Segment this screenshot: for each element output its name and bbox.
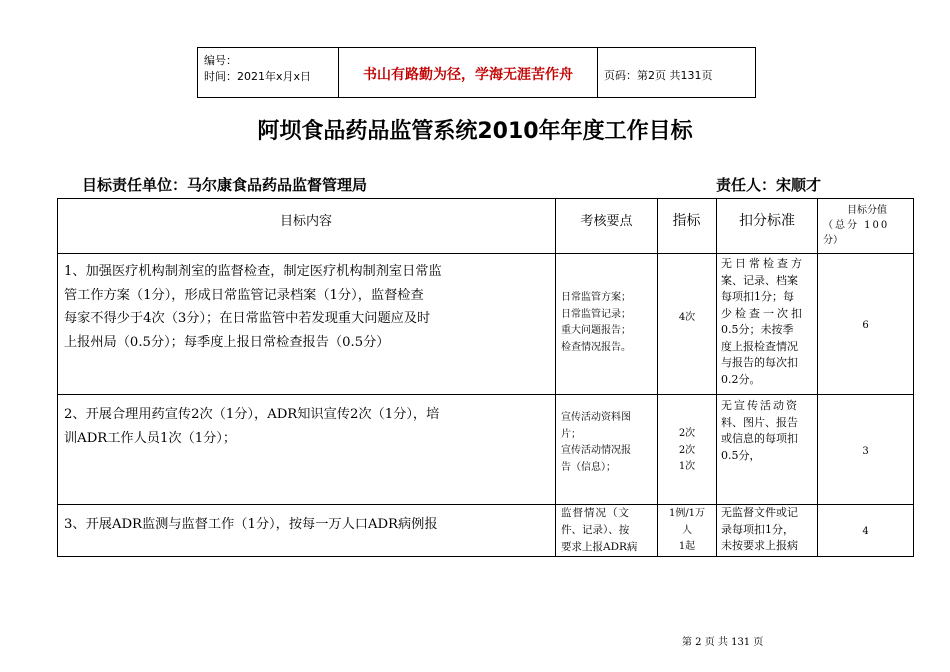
col-header-deduction: 扣分标准 [739, 213, 795, 229]
responsible-person: 责任人：宋顺才 [716, 176, 822, 194]
col-divider [817, 198, 818, 557]
table-row-indicator [658, 310, 716, 327]
deduction-line: 未按要求上报病 [721, 539, 798, 552]
responsible-unit: 目标责任单位：马尔康食品药品监督管理局 [82, 176, 368, 194]
header-page-cell [598, 48, 755, 97]
key-point-line: 日常监管记录； [561, 308, 631, 320]
deduction-line: 少检查一次扣 [721, 306, 805, 320]
deduction-line: 无监督文件或记 [721, 506, 798, 519]
table-border-right [913, 198, 914, 557]
col-header-score [823, 203, 911, 248]
deduction-line: 无宣传活动资 [721, 399, 799, 412]
key-point-line: 件、记录）、按 [561, 524, 630, 536]
table-row-content [64, 260, 552, 354]
document-header [197, 47, 756, 98]
table-border-top [57, 198, 914, 199]
key-point-line: 重大问题报告； [561, 325, 631, 336]
score-header-line: 分） [823, 235, 843, 246]
col-divider [657, 198, 658, 557]
table-row-key-points [561, 410, 655, 476]
content-line: 3、开展ADR监测与监督工作（1分），按每一万人口ADR病例报 [64, 517, 438, 532]
content-line: 每家不得少于4次（3分）；在日常监管中若发现重大问题应及时 [64, 311, 431, 326]
col-header-content: 目标内容 [279, 214, 332, 229]
deduction-line: 料、图片、报告 [721, 415, 798, 429]
deduction-line: 0.5分， [721, 448, 761, 462]
key-point-line: 宣传活动资料图 [561, 412, 631, 423]
deduction-line: 度上报检查情况 [721, 339, 798, 353]
indicator-line: 2次 [678, 428, 696, 439]
table-row-indicator [658, 426, 716, 476]
deduction-line: 每项扣1分；每 [721, 290, 794, 303]
page-footer: 第 2 页 共 131 页 [682, 637, 764, 648]
content-line: 管工作方案（1分），形成日常监管记录档案（1分），监督检查 [64, 287, 424, 303]
number-label: 编号： [204, 54, 237, 67]
indicator-line: 4次 [678, 312, 696, 323]
key-point-line: 检查情况报告。 [561, 341, 631, 353]
key-point-line: 日常监管方案； [561, 292, 631, 303]
table-row-score: 6 [862, 320, 869, 331]
motto: 书山有路勤为径，学海无涯苦作舟 [363, 67, 573, 83]
table-row-content [64, 403, 552, 450]
table-row-score: 4 [862, 526, 869, 537]
deduction-line: 0.2分。 [721, 372, 761, 386]
col-header-key-points: 考核要点 [580, 214, 633, 229]
row-divider [57, 394, 914, 395]
key-point-line: 片； [561, 428, 581, 440]
table-row-deduction [721, 256, 815, 388]
content-line: 1、加强医疗机构制剂室的监督检查，制定医疗机构制剂室日常监 [64, 264, 442, 279]
content-line: 训ADR工作人员1次（1分）； [64, 430, 237, 446]
header-info-cell [198, 48, 339, 97]
table-header-divider [57, 253, 914, 254]
indicator-line: 1例/1万 [668, 508, 706, 519]
key-point-line: 宣传活动情况报 [561, 445, 631, 456]
table-border-left [57, 198, 58, 557]
indicator-line: 2次 [678, 444, 696, 456]
table-row-key-points [561, 505, 655, 556]
indicator-line: 1起 [678, 541, 696, 552]
deduction-line: 或信息的每项扣 [721, 432, 798, 445]
col-divider [555, 198, 556, 557]
table-row-deduction [721, 505, 815, 555]
key-point-line: 监督情况（文 [561, 507, 630, 519]
table-border-bottom [57, 556, 914, 557]
indicator-line: 1次 [678, 461, 696, 472]
table-row-indicator [658, 506, 716, 556]
deduction-line: 0.5分；未按季 [721, 323, 794, 336]
table-row-score: 3 [862, 446, 869, 457]
deduction-line: 案、记录、档案 [721, 273, 798, 287]
score-header-line: 目标分值 [847, 205, 887, 216]
table-row-key-points [561, 290, 655, 356]
goals-table [57, 198, 914, 557]
deduction-line: 与报告的每次扣 [721, 356, 798, 369]
indicator-line: 人 [682, 524, 692, 536]
key-point-line: 要求上报ADR病 [561, 541, 638, 553]
table-row-content [64, 513, 552, 537]
col-divider [716, 198, 717, 557]
document-title: 阿坝食品药品监管系统2010年年度工作目标 [257, 119, 693, 144]
key-point-line: 告（信息）； [561, 461, 616, 473]
page-label: 页码：第2页 共131页 [604, 69, 713, 82]
table-row-deduction [721, 398, 815, 464]
content-line: 上报州局（0.5分）；每季度上报日常检查报告（0.5分） [64, 334, 390, 350]
col-header-indicator: 指标 [672, 213, 701, 229]
time-label: 时间：2021年x月x日 [204, 70, 312, 83]
header-motto-cell [339, 48, 598, 97]
content-line: 2、开展合理用药宣传2次（1分），ADR知识宣传2次（1分），培 [64, 407, 440, 422]
score-header-line: （总分 100 [823, 220, 890, 231]
deduction-line: 录每项扣1分， [721, 522, 794, 536]
deduction-line: 无日常检查方 [721, 257, 805, 270]
